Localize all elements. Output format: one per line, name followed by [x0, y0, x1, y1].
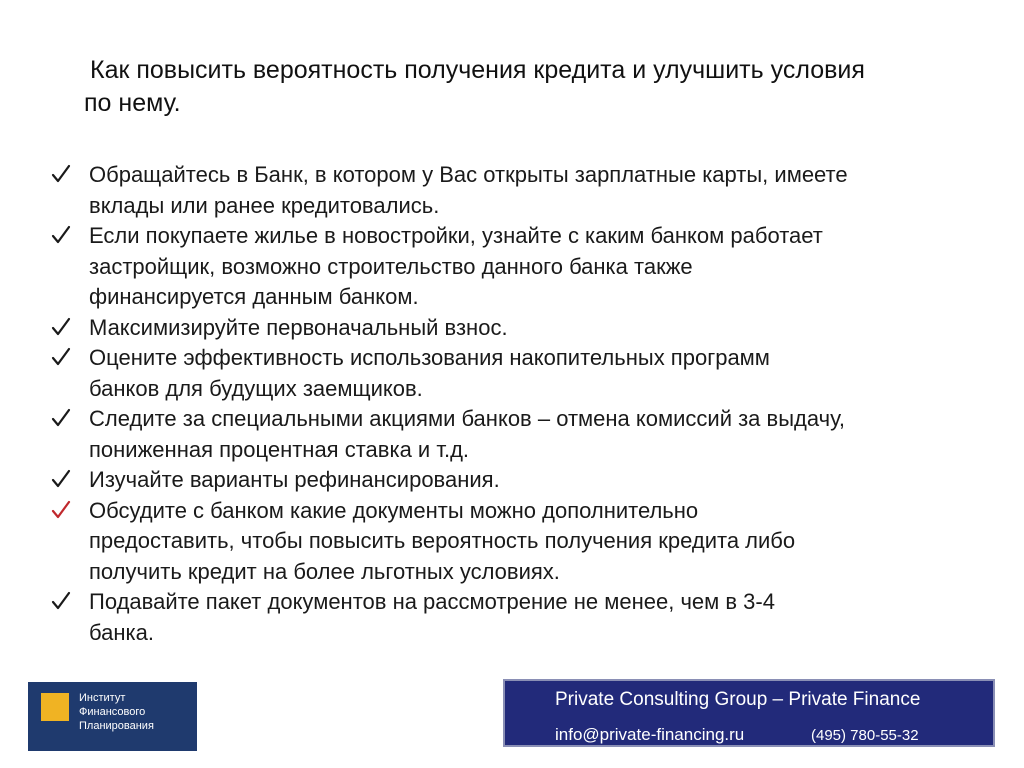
tip-text-line: вклады или ранее кредитовались.	[89, 192, 440, 218]
check-icon	[50, 313, 72, 341]
check-icon	[50, 496, 72, 524]
tip-text-line: Обращайтесь в Банк, в котором у Вас открыты зарплатные карты, имеете	[89, 162, 848, 187]
page-title	[84, 54, 1004, 120]
logo-line: Финансового	[79, 706, 146, 718]
tip-item	[50, 496, 990, 588]
tip-item	[50, 160, 990, 221]
title-line-2: по нему.	[84, 89, 181, 117]
tip-text-line: Подавайте пакет документов на рассмотрение не менее, чем в 3-4	[89, 589, 775, 614]
logo-line: Институт	[79, 692, 126, 704]
logo-text	[79, 691, 154, 733]
tip-item	[50, 465, 990, 496]
check-icon	[50, 221, 72, 249]
tip-text-line: Максимизируйте первоначальный взнос.	[89, 314, 508, 340]
tip-text-line: пониженная процентная ставка и т.д.	[89, 436, 470, 462]
check-icon	[50, 465, 72, 493]
tip-item	[50, 313, 990, 344]
tip-item	[50, 587, 990, 648]
tip-item	[50, 343, 990, 404]
check-icon	[50, 160, 72, 188]
tip-text-line: Если покупаете жилье в новостройки, узнайте с каким банком работает	[89, 223, 823, 248]
check-icon	[50, 404, 72, 432]
contact-banner	[503, 679, 995, 747]
tip-text-line: Обсудите с банком какие документы можно дополнительно	[89, 497, 699, 523]
tip-text-line: финансируется данным банком.	[89, 284, 419, 309]
company-name: Private Consulting Group – Private Finance	[555, 689, 921, 710]
contact-phone: (495) 780-55-32	[811, 727, 919, 744]
contact-email[interactable]: info@private-financing.ru	[555, 725, 745, 744]
tip-text-line: получить кредит на более льготных условиях.	[89, 558, 560, 584]
tip-text-line: Изучайте варианты рефинансирования.	[89, 467, 500, 492]
logo-square-icon	[41, 693, 69, 721]
tip-text-line: предоставить, чтобы повысить вероятность получения кредита либо	[89, 528, 796, 553]
tips-list	[50, 160, 990, 648]
tip-item	[50, 221, 990, 313]
tip-text-line: Следите за специальными акциями банков – отмена комиссий за выдачу,	[89, 406, 845, 431]
tip-text-line: Оцените эффективность использования накопительных программ	[89, 345, 770, 370]
institute-logo	[28, 682, 197, 751]
logo-line: Планирования	[79, 720, 154, 732]
check-icon	[50, 343, 72, 371]
tip-text-line: застройщик, возможно строительство данного банка также	[89, 253, 693, 279]
tip-text-line: банков для будущих заемщиков.	[89, 375, 423, 401]
tip-item	[50, 404, 990, 465]
check-icon	[50, 587, 72, 615]
title-line-1: Как повысить вероятность получения кредита и улучшить условия	[90, 56, 865, 84]
tip-text-line: банка.	[89, 619, 154, 645]
